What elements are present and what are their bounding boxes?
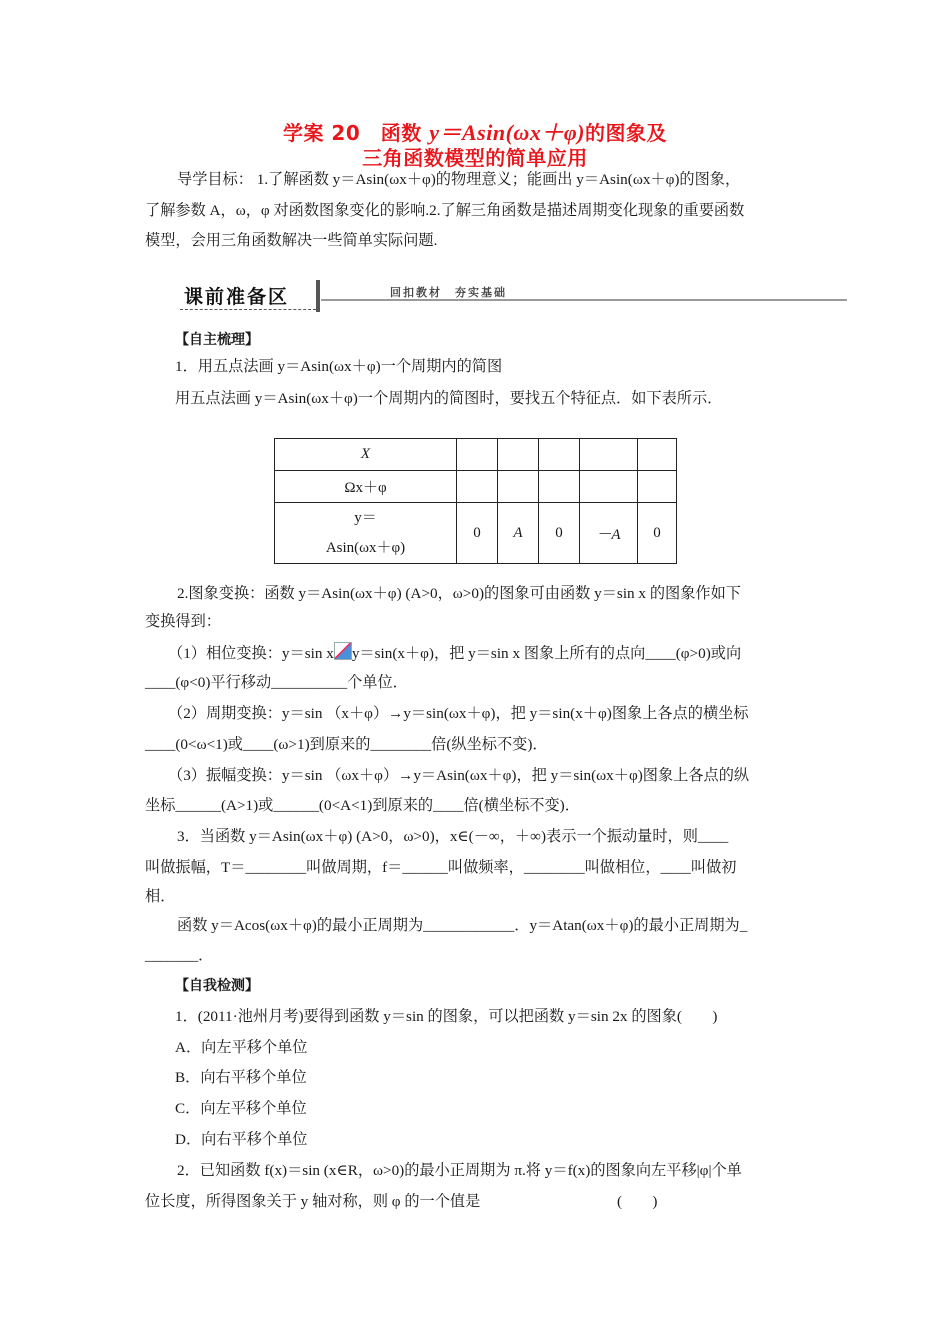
question-1-option-b: B．向右平移个单位 [175, 1069, 307, 1086]
question-1-option-a: A．向左平移个单位 [175, 1039, 308, 1056]
item2-line-2: 变换得到： [145, 613, 221, 630]
phase-text-a: （1）相位变换：y＝sin x [168, 645, 334, 662]
item3-line-2: 叫做振幅，T＝________叫做周期，f＝______叫做频率，________叫做相位，____叫做初 [145, 859, 737, 876]
item2-line-1: 2.图象变换：函数 y＝Asin(ωx＋φ) (A>0，ω>0)的图象可由函数 y＝sin x 的图象作如下 [177, 585, 741, 602]
table-cell: A [498, 503, 539, 564]
table-header-cell: X [275, 439, 457, 471]
table-cell: 0 [539, 503, 580, 564]
item3-line-5: _______． [145, 947, 214, 964]
question-1-option-c: C．向左平移个单位 [175, 1100, 307, 1117]
section-divider-bar [316, 280, 320, 312]
section-dashed-underline [180, 309, 316, 310]
five-point-table [274, 438, 677, 564]
table-cell [498, 439, 539, 471]
title-suffix: 的图象及 [585, 121, 668, 145]
amplitude-transform-line-1: （3）振幅变换：y＝sin （ωx＋φ）→y＝Asin(ωx＋φ)，把 y＝sin(ωx＋φ)图象上各点的纵 [168, 767, 750, 784]
table-row [275, 503, 677, 564]
table-row [275, 439, 677, 471]
period-transform-line-1: （2）周期变换：y＝sin （x＋φ）→y＝sin(ωx＋φ)，把 y＝sin(x＋φ)图象上各点的横坐标 [168, 705, 749, 722]
header-line-2: Asin(ωx＋φ) [325, 540, 406, 556]
question-2-answer-paren: ( ) [617, 1193, 658, 1210]
period-transform-line-2: ____(0<ω<1)或____(ω>1)到原来的________倍(纵坐标不变)． [145, 736, 548, 753]
table-cell [539, 439, 580, 471]
phase-text-b: y＝sin(x＋φ)，把 y＝sin x 图象上所有的点向____(φ>0)或向 [351, 645, 742, 662]
section-header [180, 276, 850, 316]
question-1: 1．(2011·池州月考)要得到函数 y＝sin 的图象，可以把函数 y＝sin 2x 的图象( ) [175, 1008, 718, 1025]
item1-text: 用五点法画 y＝Asin(ωx＋φ)一个周期内的简图时，要找五个特征点．如下表所示． [175, 390, 723, 407]
table-cell: 0 [457, 503, 498, 564]
table-cell [457, 439, 498, 471]
question-2-line-1: 2．已知函数 f(x)＝sin (x∈R，ω>0)的最小正周期为 π.将 y＝f(x)的图象向左平移|φ|个单 [177, 1162, 742, 1179]
table-header-cell: Ωx＋φ [275, 471, 457, 503]
table-cell [638, 471, 677, 503]
table-cell [539, 471, 580, 503]
item3-line-1: 3．当函数 y＝Asin(ωx＋φ) (A>0，ω>0)，x∈(－∞，＋∞)表示一个振动量时，则____ [177, 828, 729, 845]
item3-line-3: 相． [145, 888, 176, 905]
header-line-1: y＝ [354, 510, 377, 526]
phase-transform-line-1 [168, 642, 833, 664]
document-title-line-2: 三角函数模型的简单应用 [362, 146, 588, 170]
item3-line-4: 函数 y＝Acos(ωx＋φ)的最小正周期为____________．y＝Atan(ωx＋φ)的最小正周期为_ [177, 917, 748, 934]
self-study-heading: 【自主梳理】 [175, 332, 259, 348]
question-2-line-2: 位长度，所得图象关于 y 轴对称，则 φ 的一个值是 [145, 1193, 481, 1210]
table-cell [580, 471, 638, 503]
document-title-line-1 [0, 121, 950, 145]
objectives-line-2: 了解参数 A，ω，φ 对函数图象变化的影响.2.了解三角函数是描述周期变化现象的重要函数 [145, 202, 745, 219]
phase-transform-line-2: ____(φ<0)平行移动__________个单位． [145, 674, 408, 691]
table-header-cell [275, 503, 457, 564]
item1-title: 1．用五点法画 y＝Asin(ωx＋φ)一个周期内的简图 [175, 358, 503, 375]
self-test-heading: 【自我检测】 [175, 978, 259, 994]
broken-image-icon [334, 642, 352, 660]
question-1-option-d: D．向右平移个单位 [175, 1131, 308, 1148]
amplitude-transform-line-2: 坐标______(A>1)或______(0<A<1)到原来的____倍(横坐标不变)． [145, 797, 580, 814]
title-prefix: 学案 20 函数 [282, 121, 430, 145]
table-row [275, 471, 677, 503]
section-subtitle: 回扣教材 夯实基础 [390, 286, 507, 299]
title-formula: y＝Asin(ωx＋φ) [429, 120, 586, 145]
table-cell [638, 439, 677, 471]
table-cell [580, 439, 638, 471]
table-cell: 0 [638, 503, 677, 564]
table-cell: －A [580, 503, 638, 564]
objectives-line-1: 导学目标： 1.了解函数 y＝Asin(ωx＋φ)的物理意义；能画出 y＝Asin(ωx＋φ)的图象， [177, 171, 741, 188]
table-cell [457, 471, 498, 503]
objectives-line-3: 模型，会用三角函数解决一些简单实际问题. [145, 232, 438, 249]
section-title: 课前准备区 [184, 286, 290, 308]
table-cell [498, 471, 539, 503]
